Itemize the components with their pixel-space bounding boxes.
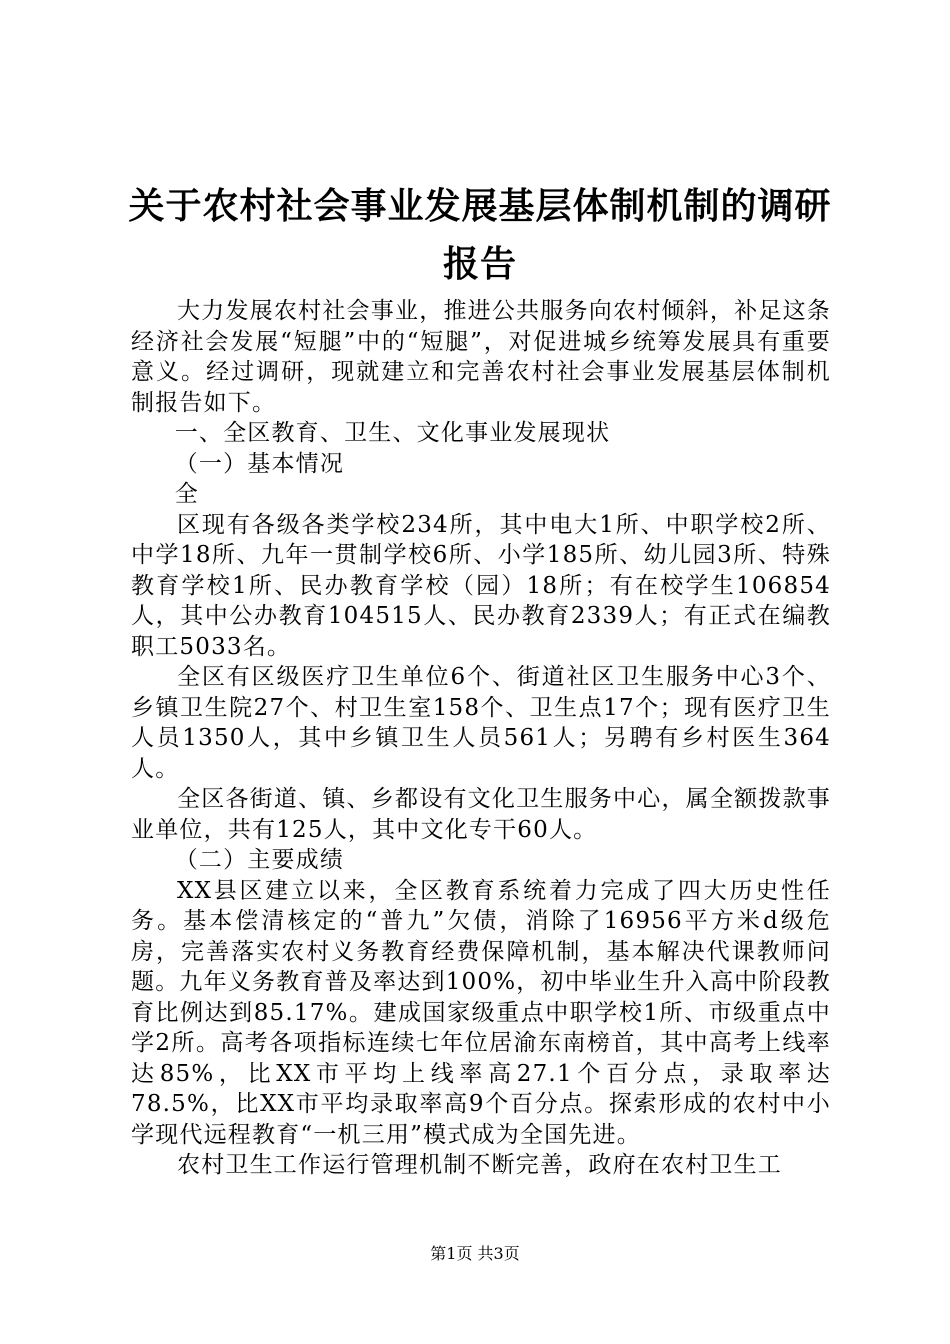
paragraph-health-stats: 全区有区级医疗卫生单位6个、街道社区卫生服务中心3个、乡镇卫生院27个、村卫生室158个、卫生点17个；现有医疗卫生人员1350人，其中乡镇卫生人员561人；另聘有乡村医生364人。 (131, 664, 831, 782)
subsection-heading-basic: （一）基本情况 (174, 450, 345, 477)
paragraph-health-mechanism: 农村卫生工作运行管理机制不断完善，政府在农村卫生工 (177, 1152, 782, 1178)
subsection-heading-achievements: （二）主要成绩 (174, 847, 345, 873)
page-footer: 第1页 共3页 (430, 1244, 520, 1263)
paragraph-culture-stats: 全区各街道、镇、乡都设有文化卫生服务中心，属全额拨款事业单位，共有125人，其中文化专干60人。 (131, 786, 831, 843)
paragraph-education-achievements: XX县区建立以来，全区教育系统着力完成了四大历史性任务。基本偿清核定的“普九”欠债，消除了16956平方米d级危房，完善落实农村义务教育经费保障机制，基本解决代课教师问题。九年义务教育普及率达到100%，初中毕业生升入高中阶段教育比例达到85.17%。建成国家级重点中职学校1所、市级重点中学2所。高考各项指标连续七年位居渝东南榜首，其中高考上线率达85%，比XX市平均上线率高27.1个百分点，录取率达78.5%，比XX市平均录取率高9个百分点。探索形成的农村中小学现代远程教育“一机三用”模式成为全国先进。 (131, 877, 831, 1148)
paragraph-education-stats: 区现有各级各类学校234所，其中电大1所、中职学校2所、中学18所、九年一贯制学校6所、小学185所、幼儿园3所、特殊教育学校1所、民办教育学校（园）18所；有在校学生106854人，其中公办教育104515人、民办教育2339人；有正式在编教职工5033名。 (131, 511, 831, 660)
section-heading-1: 一、全区教育、卫生、文化事业发展现状 (174, 420, 611, 446)
paragraph-intro: 大力发展农村社会事业，推进公共服务向农村倾斜，补足这条经济社会发展“短腿”中的“短腿”，对促进城乡统筹发展具有重要意义。经过调研，现就建立和完善农村社会事业发展基层体制机制报告如下。 (131, 298, 831, 416)
document-body (131, 296, 831, 1181)
paragraph-fragment: 全 (174, 481, 199, 507)
document-title: 关于农村社会事业发展基层体制机制的调研报告 (128, 186, 832, 285)
